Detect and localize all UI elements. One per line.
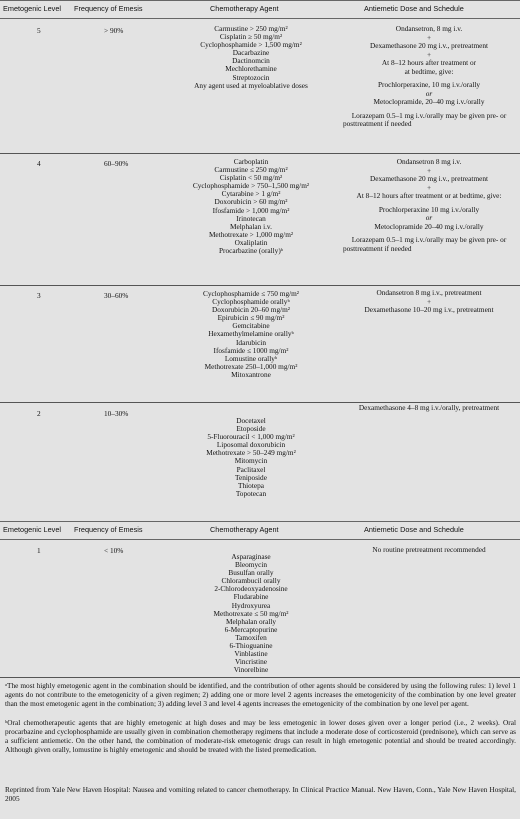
agent-name: Cytarabine > 1 g/m² (221, 189, 281, 199)
row-1-frequency: < 10% (104, 546, 124, 555)
header-frequency: Frequency of Emesis (74, 525, 143, 534)
agent-name: Paclitaxel (236, 464, 266, 474)
dose-line: posttreatment if needed (343, 243, 412, 253)
row-5-level: 5 (37, 26, 41, 35)
agent-name: 2-Chlorodeoxyadenosine (214, 584, 288, 594)
row-2-dose (339, 404, 519, 413)
agent-name: Cisplatin < 50 mg/m² (219, 173, 283, 183)
agent-name: Melphalan orally (225, 616, 277, 626)
row-5-agents (143, 25, 359, 90)
agent-name: Melphalan i.v. (230, 221, 272, 231)
agent-name: Busulfan orally (228, 568, 274, 578)
dose-plus: + (426, 165, 432, 175)
dose-line: at bedtime, give: (404, 66, 454, 76)
row-3-frequency: 30–60% (104, 291, 129, 300)
agent-name: Chlorambucil orally (221, 576, 281, 586)
header-chemotherapy-agent: Chemotherapy Agent (210, 4, 279, 13)
footnote-a: ᵃThe most highly emetogenic agent in the combination should be identified, and the contribution of other agents should be considered by using the following rules: 1) level 1 agents do not contribute to the emetogenicity of a given regimen; 2) adding one or more level 2 agents increases the emetogenicity of the combination by one level greater than the most emetogenic agent in the combination; 3) adding level 3 and level 4 agents increases the emetogenicity of the combination by one level per agent. (5, 681, 516, 708)
agent-name: Cyclophosphamide orallyᵇ (212, 297, 290, 307)
agent-name: Cyclophosphamide > 1,500 mg/m² (200, 40, 302, 50)
row-2-level: 2 (37, 409, 41, 418)
table-bottom-rule (0, 677, 520, 678)
agent-name: Carmustine > 250 mg/m² (214, 24, 288, 33)
dose-line: Ondansetron, 8 mg i.v. (395, 24, 463, 33)
row-divider (0, 285, 520, 286)
header-emetogenic-level: Emetogenic Level (3, 525, 62, 534)
dose-line: At 8–12 hours after treatment or (381, 58, 477, 68)
agent-name: Topotecan (235, 488, 267, 498)
dose-line: Metoclopramide, 20–40 mg i.v./orally (373, 97, 485, 107)
header-antiemetic-dose: Antiemetic Dose and Schedule (364, 525, 464, 534)
dose-line: Dexamethasone 20 mg i.v., pretreatment (369, 174, 489, 184)
dose-line: Prochlorperaxine, 10 mg i.v./orally (377, 80, 481, 90)
row-2-agents (143, 417, 359, 498)
row-1-dose (339, 546, 519, 555)
footnote-b: ᵇOral chemotherapeutic agents that are highly emetogenic at high doses and may be less emetogenic in lower doses given over a longer period (i.e., 2 weeks). Oral procarbazine and cyclophosphamide are usually given in combination chemotherapy regimens that include a moderate dose of corticosteroid (prednisone), which can serve as a sufficient antiemetic. On the other hand, the combination of moderate-risk emetogenic drugs can result in high emetogenic potential and should be treated accordingly. Although given orally, lomustine is highly emetogenic and should be treated with the listed premedication. (5, 718, 516, 754)
row-4-frequency: 60–90% (104, 159, 129, 168)
row-4-level: 4 (37, 159, 41, 168)
header-chemotherapy-agent: Chemotherapy Agent (210, 525, 279, 534)
row-3-dose (339, 289, 519, 315)
agent-name: Methotrexate > 50–249 mg/m² (206, 448, 296, 458)
row-divider (0, 153, 520, 154)
agent-name: Irinotecan (236, 213, 266, 223)
agent-name: Hexamethylmelamine orallyᵇ (208, 329, 294, 339)
agent-name: Fludarabine (233, 592, 269, 602)
agent-name: Methotrexate ≤ 50 mg/m² (213, 608, 289, 618)
agent-name: Docetaxel (236, 416, 266, 425)
agent-name: Methotrexate 250–1,000 mg/m² (204, 361, 298, 371)
agent-name: Mitomycin (234, 456, 268, 466)
dose-line: Lorazepam 0.5–1 mg i.v./orally may be given pre- or (351, 235, 507, 245)
dose-plus: + (426, 182, 432, 192)
agent-name: Any agent used at myeloablative doses (194, 80, 308, 90)
dose-line: No routine pretreatment recommended (372, 545, 486, 554)
row-4-dose (339, 158, 519, 253)
agent-name: Gemcitabine (232, 321, 270, 331)
agent-name: Dacarbazine (232, 48, 270, 58)
header-antiemetic-dose: Antiemetic Dose and Schedule (364, 4, 464, 13)
dose-line: At 8–12 hours after treatment or at bedtime, give: (356, 191, 502, 201)
agent-name: Bleomycin (234, 560, 268, 570)
table-header (0, 521, 520, 540)
dose-line: Prochlorperaxine 10 mg i.v./orally (378, 204, 480, 214)
agent-name: Mitoxantrone (231, 369, 271, 379)
row-1-level: 1 (37, 546, 41, 555)
agent-name: Vinorelbine (233, 665, 269, 675)
dose-plus: + (426, 49, 432, 59)
header-emetogenic-level: Emetogenic Level (3, 4, 62, 13)
dose-line: Dexamethasone 4–8 mg i.v./orally, pretreatment (358, 403, 500, 412)
agent-name: 6-Mercaptopurine (224, 624, 278, 634)
agent-name: Cyclophosphamide ≤ 750 mg/m² (203, 289, 299, 298)
dose-line: Ondansetron 8 mg i.v. (396, 157, 462, 166)
agent-name: Teniposide (235, 472, 267, 482)
agent-name: Cyclophosphamide > 750–1,500 mg/m² (192, 181, 310, 191)
agent-name: Cisplatin ≥ 50 mg/m² (219, 32, 283, 42)
agent-name: Oxaliplatin (234, 237, 268, 247)
dose-plus: + (426, 32, 432, 42)
agent-name: Ifosfamide ≤ 1000 mg/m² (213, 345, 289, 355)
agent-name: Doxorubicin 20–60 mg/m² (212, 305, 290, 315)
dose-or: or (425, 213, 433, 223)
row-4-agents (143, 158, 359, 255)
dose-line: Metoclopramide 20–40 mg i.v./orally (374, 221, 484, 231)
agent-name: Mechlorethamine (225, 64, 277, 74)
agent-name: Thiotepa (238, 480, 264, 490)
agent-name: Doxorubicin > 60 mg/m² (214, 197, 288, 207)
agent-name: Procarbazine (orally)ᵇ (218, 246, 284, 256)
dose-line: Dexamethasone 10–20 mg i.v., pretreatment (364, 305, 494, 315)
header-frequency: Frequency of Emesis (74, 4, 143, 13)
agent-name: Dactinomcin (232, 56, 270, 66)
agent-name: Ifosfamide > 1,000 mg/m² (212, 205, 290, 215)
dose-line: posttreatment if needed (343, 119, 412, 129)
dose-line: Dexamethasone 20 mg i.v., pretreatment (369, 41, 489, 51)
source-citation: Reprinted from Yale New Haven Hospital: Nausea and vomiting related to cancer chemotherapy. In Clinical Practice Manual. New Haven, Conn., Yale New Haven Hospital, 2005 (5, 785, 516, 803)
agent-name: Lomustine orallyᵇ (224, 353, 278, 363)
row-3-level: 3 (37, 291, 41, 300)
row-5-frequency: > 90% (104, 26, 124, 35)
agent-name: Idarubicin (236, 337, 266, 347)
agent-name: Tamoxifen (235, 632, 267, 642)
dose-line: Lorazepam 0.5–1 mg i.v./orally may be given pre- or (351, 110, 507, 120)
agent-name: Hydroxyurea (231, 600, 271, 610)
dose-line: Ondansetron 8 mg i.v., pretreatment (376, 288, 482, 297)
dose-plus: + (426, 296, 432, 306)
agent-name: Liposomal doxorubicin (216, 440, 286, 450)
row-1-agents (143, 553, 359, 674)
agent-name: Carmustine ≤ 250 mg/m² (214, 165, 288, 175)
row-3-agents (143, 290, 359, 379)
dose-or: or (425, 88, 433, 98)
agent-name: Streptozocin (232, 72, 270, 82)
agent-name: Vincristine (235, 657, 267, 667)
table-header (0, 0, 520, 19)
agent-name: Methotrexate > 1,000 mg/m² (208, 229, 294, 239)
row-2-frequency: 10–30% (104, 409, 129, 418)
agent-name: Asparaginase (231, 552, 271, 561)
agent-name: Epirubicin ≤ 90 mg/m² (217, 313, 285, 323)
agent-name: Carboplatin (233, 157, 269, 166)
agent-name: Vinblastine (234, 649, 268, 659)
row-5-dose (339, 25, 519, 129)
agent-name: 6-Thioguanine (229, 641, 273, 651)
agent-name: Etoposide (236, 424, 266, 434)
agent-name: 5-Fluorouracil < 1,000 mg/m² (207, 432, 295, 442)
